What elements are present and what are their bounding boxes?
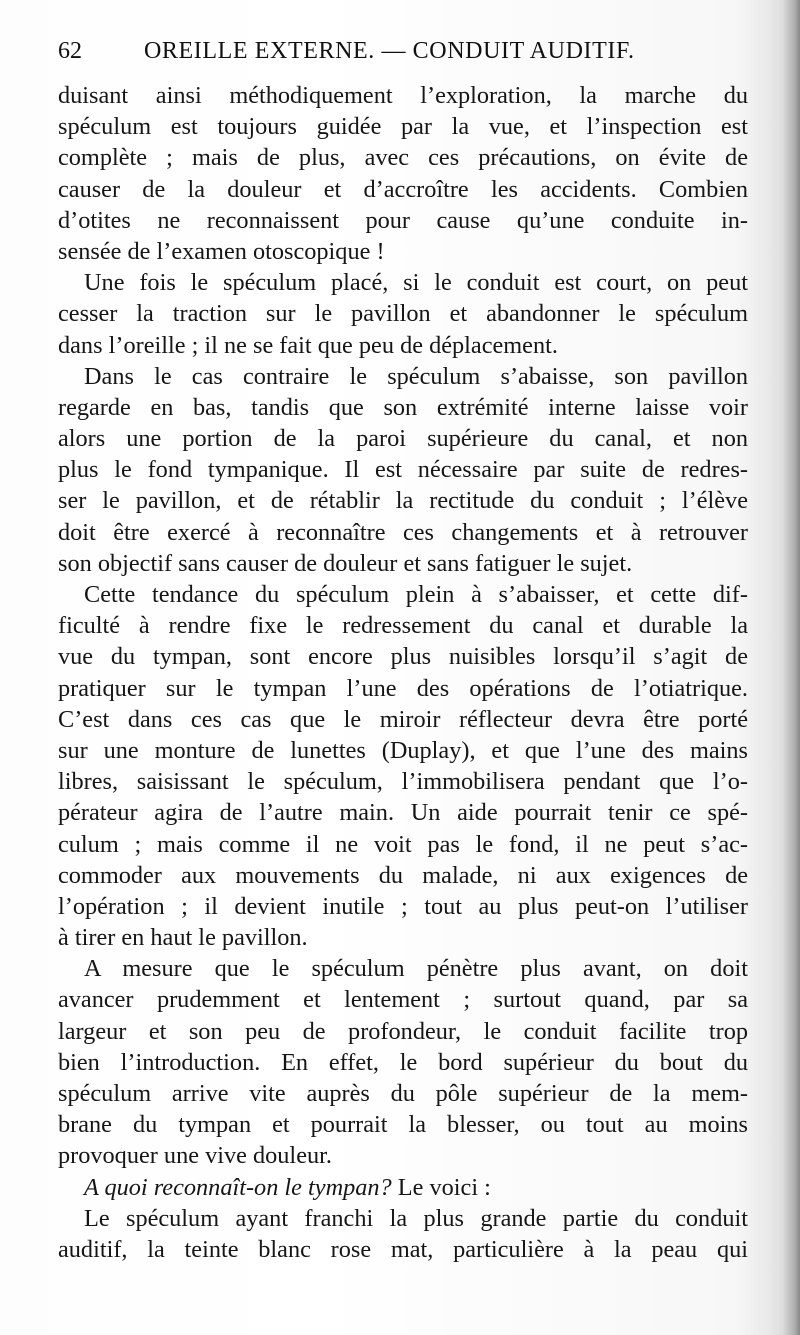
text-line: pratiquer sur le tympan l’une des opérations de l’otiatrique. [58,674,748,702]
question-answer: Le voici : [397,1173,491,1201]
text-line: d’otites ne reconnaissent pour cause qu’une conduite in- [58,206,748,234]
text-line: spéculum arrive vite auprès du pôle supérieur de la mem- [58,1080,748,1107]
text-line: duisant ainsi méthodiquement l’exploration, la marche du [58,82,748,109]
paragraph-start-line: Cette tendance du spéculum plein à s’abaisser, et cette dif- [84,581,748,608]
text-line: dans l’oreille ; il ne se fait que peu de déplacement. [58,331,558,359]
question-line [58,1172,748,1203]
paragraph-start-line: Le spéculum ayant franchi la plus grande partie du conduit [84,1204,748,1232]
text-line: pérateur agira de l’autre main. Un aide pourrait tenir ce spé- [58,799,748,827]
body-text [58,80,748,1265]
paragraph-start-line: A mesure que le spéculum pénètre plus avant, on doit [84,955,748,983]
paragraph-start-line: Dans le cas contraire le spéculum s’abaisse, son pavillon [84,362,748,390]
text-line: à tirer en haut le pavillon. [58,924,308,952]
text-line: culum ; mais comme il ne voit pas le fond, il ne peut s’ac- [58,830,748,858]
text-line: complète ; mais de plus, avec ces précautions, on évite de [58,144,748,172]
text-line: auditif, la teinte blanc rose mat, particulière à la peau qui [58,1235,748,1263]
text-line: cesser la traction sur le pavillon et abandonner le spéculum [58,300,748,328]
text-line: sur une monture de lunettes (Duplay), et que l’une des mains [58,736,748,764]
italic-question: A quoi reconnaît-on le tympan? [84,1173,392,1201]
text-line: alors une portion de la paroi supérieure du canal, et non [58,425,748,453]
text-line: sensée de l’examen otoscopique ! [58,237,385,265]
text-line: spéculum est toujours guidée par la vue, et l’inspection est [58,113,748,141]
running-head: OREILLE EXTERNE. — CONDUIT AUDITIF. [144,38,635,64]
text-line: son objectif sans causer de douleur et sans fatiguer le sujet. [58,549,633,577]
text-line: brane du tympan et pourrait la blesser, ou tout au moins [58,1111,748,1139]
text-line: vue du tympan, sont encore plus nuisibles lorsqu’il s’agit de [58,643,748,671]
text-line: libres, saisissant le spéculum, l’immobilisera pendant que l’o- [58,768,748,796]
page-number: 62 [58,38,82,64]
text-line: provoquer une vive douleur. [58,1142,332,1170]
text-line: doit être exercé à reconnaître ces changements et à retrouver [58,518,748,546]
text-line: regarde en bas, tandis que son extrémité interne laisse voir [58,393,748,421]
text-line: largeur et son peu de profondeur, le conduit facilite trop [58,1017,748,1045]
page-header [58,38,718,72]
text-line: ser le pavillon, et de rétablir la rectitude du conduit ; l’élève [58,487,748,515]
text-line: C’est dans ces cas que le miroir réflecteur devra être porté [58,705,748,733]
text-line: l’opération ; il devient inutile ; tout au plus peut-on l’utiliser [58,892,748,920]
text-line: plus le fond tympanique. Il est nécessaire par suite de redres- [58,456,748,484]
text-line: bien l’introduction. En effet, le bord supérieur du bout du [58,1048,748,1076]
text-line: ficulté à rendre fixe le redressement du canal et durable la [58,612,748,640]
paragraph-start-line: Une fois le spéculum placé, si le conduit est court, on peut [84,269,748,297]
text-line: avancer prudemment et lentement ; surtout quand, par sa [58,986,748,1014]
text-line: causer de la douleur et d’accroître les accidents. Combien [58,175,748,203]
text-line: commoder aux mouvements du malade, ni aux exigences de [58,861,748,889]
